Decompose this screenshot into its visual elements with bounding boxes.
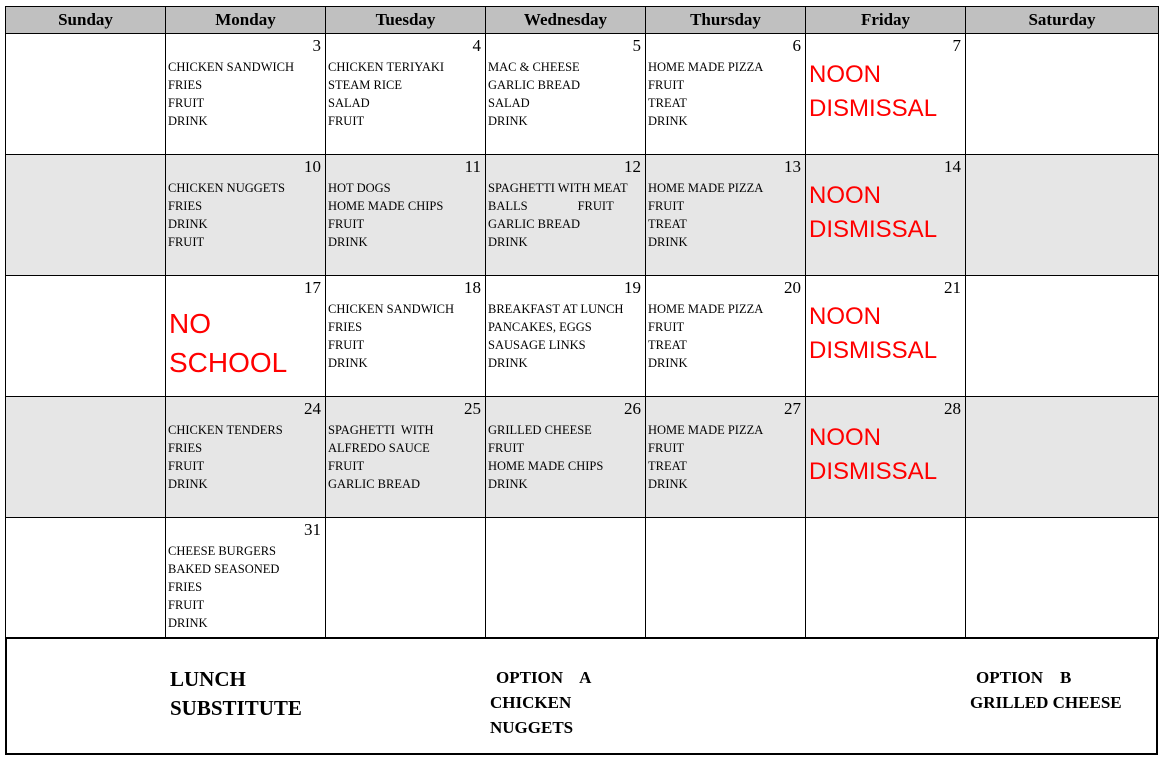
option-b bbox=[970, 665, 1122, 715]
menu-item: FRIES bbox=[168, 441, 203, 455]
notice-line: NOON bbox=[809, 182, 881, 209]
day-cell-friday bbox=[806, 34, 966, 155]
menu-item: DRINK bbox=[488, 356, 528, 370]
day-cell-tuesday bbox=[326, 397, 486, 518]
menu-item: FRUIT bbox=[648, 78, 685, 92]
header-saturday: Saturday bbox=[966, 7, 1159, 34]
week-row bbox=[6, 518, 1159, 639]
notice-line: DISMISSAL bbox=[809, 95, 938, 122]
menu-item: FRIES bbox=[168, 199, 203, 213]
menu-item: FRUIT bbox=[328, 114, 365, 128]
day-cell-sunday bbox=[6, 276, 166, 397]
day-cell-saturday bbox=[966, 397, 1159, 518]
menu-item: SPAGHETTI WITH MEAT bbox=[488, 181, 628, 195]
menu-item: BALLS FRUIT bbox=[488, 199, 614, 213]
menu-item: BREAKFAST AT LUNCH bbox=[488, 302, 624, 316]
menu-items bbox=[648, 179, 803, 251]
menu-item: FRUIT bbox=[648, 320, 685, 334]
menu-item: FRUIT bbox=[648, 199, 685, 213]
day-number: 24 bbox=[304, 399, 321, 418]
day-cell-monday bbox=[166, 155, 326, 276]
menu-item: DRINK bbox=[168, 616, 208, 630]
menu-items bbox=[488, 300, 643, 372]
menu-item: HOME MADE PIZZA bbox=[648, 423, 764, 437]
day-cell-friday bbox=[806, 518, 966, 639]
week-row bbox=[6, 276, 1159, 397]
day-cell-friday bbox=[806, 397, 966, 518]
menu-items bbox=[328, 58, 483, 130]
menu-item: CHEESE BURGERS bbox=[168, 544, 277, 558]
no-school-notice bbox=[169, 304, 287, 382]
menu-item: DRINK bbox=[168, 477, 208, 491]
menu-item: FRUIT bbox=[488, 441, 525, 455]
day-number: 3 bbox=[312, 36, 321, 55]
day-cell-sunday bbox=[6, 518, 166, 639]
week-row bbox=[6, 155, 1159, 276]
menu-item: FRUIT bbox=[168, 96, 205, 110]
menu-item: GARLIC BREAD bbox=[328, 477, 421, 491]
day-cell-thursday bbox=[646, 276, 806, 397]
option-a-title: OPTION A bbox=[496, 668, 592, 687]
option-a bbox=[490, 665, 591, 740]
menu-item: GRILLED CHEESE bbox=[488, 423, 592, 437]
menu-item: TREAT bbox=[648, 217, 687, 231]
menu-item: GARLIC BREAD bbox=[488, 78, 581, 92]
day-cell-sunday bbox=[6, 155, 166, 276]
menu-item: FRIES bbox=[328, 320, 363, 334]
day-cell-wednesday bbox=[486, 518, 646, 639]
menu-item: STEAM RICE bbox=[328, 78, 402, 92]
day-cell-wednesday bbox=[486, 155, 646, 276]
notice-line: NOON bbox=[809, 61, 881, 88]
header-wednesday: Wednesday bbox=[486, 7, 646, 34]
menu-item: CHICKEN TENDERS bbox=[168, 423, 283, 437]
menu-item: DRINK bbox=[648, 356, 688, 370]
menu-items bbox=[328, 179, 483, 251]
day-number: 27 bbox=[784, 399, 801, 418]
menu-item: HOME MADE CHIPS bbox=[328, 199, 444, 213]
menu-item: SAUSAGE LINKS bbox=[488, 338, 586, 352]
menu-item: SALAD bbox=[328, 96, 370, 110]
day-cell-tuesday bbox=[326, 34, 486, 155]
day-cell-tuesday bbox=[326, 518, 486, 639]
day-cell-thursday bbox=[646, 34, 806, 155]
menu-item: DRINK bbox=[488, 477, 528, 491]
menu-item: FRUIT bbox=[328, 338, 365, 352]
menu-item: FRIES bbox=[168, 78, 203, 92]
menu-item: FRIES bbox=[168, 580, 203, 594]
day-cell-thursday bbox=[646, 155, 806, 276]
day-cell-sunday bbox=[6, 397, 166, 518]
menu-items bbox=[648, 421, 803, 493]
menu-item: CHICKEN TERIYAKI bbox=[328, 60, 445, 74]
day-number: 12 bbox=[624, 157, 641, 176]
day-cell-friday bbox=[806, 155, 966, 276]
header-thursday: Thursday bbox=[646, 7, 806, 34]
option-b-title: OPTION B bbox=[976, 668, 1072, 687]
day-cell-friday bbox=[806, 276, 966, 397]
day-cell-monday bbox=[166, 34, 326, 155]
noon-dismissal-notice bbox=[809, 179, 937, 247]
menu-item: MAC & CHEESE bbox=[488, 60, 580, 74]
day-number: 4 bbox=[472, 36, 481, 55]
header-monday: Monday bbox=[166, 7, 326, 34]
menu-item: HOT DOGS bbox=[328, 181, 391, 195]
week-row bbox=[6, 34, 1159, 155]
day-number: 14 bbox=[944, 157, 961, 176]
menu-item: CHICKEN SANDWICH bbox=[328, 302, 455, 316]
option-b-line1: GRILLED CHEESE bbox=[970, 693, 1122, 712]
day-number: 6 bbox=[792, 36, 801, 55]
notice-line: DISMISSAL bbox=[809, 458, 938, 485]
header-friday: Friday bbox=[806, 7, 966, 34]
option-a-line1: CHICKEN bbox=[490, 693, 572, 712]
menu-item: DRINK bbox=[488, 235, 528, 249]
option-a-line2: NUGGETS bbox=[490, 718, 574, 737]
menu-item: CHICKEN SANDWICH bbox=[168, 60, 295, 74]
day-number: 19 bbox=[624, 278, 641, 297]
menu-item: BAKED SEASONED bbox=[168, 562, 280, 576]
notice-line: NOON bbox=[809, 424, 881, 451]
day-cell-thursday bbox=[646, 518, 806, 639]
day-cell-monday bbox=[166, 518, 326, 639]
menu-item: ALFREDO SAUCE bbox=[328, 441, 430, 455]
menu-item: HOME MADE PIZZA bbox=[648, 60, 764, 74]
menu-items bbox=[488, 179, 643, 251]
menu-item: DRINK bbox=[328, 235, 368, 249]
menu-item: HOME MADE PIZZA bbox=[648, 302, 764, 316]
menu-item: DRINK bbox=[168, 114, 208, 128]
day-cell-monday bbox=[166, 397, 326, 518]
day-number: 25 bbox=[464, 399, 481, 418]
day-cell-wednesday bbox=[486, 276, 646, 397]
menu-items bbox=[328, 421, 483, 493]
day-cell-saturday bbox=[966, 34, 1159, 155]
menu-items bbox=[648, 300, 803, 372]
noon-dismissal-notice bbox=[809, 58, 937, 126]
day-number: 20 bbox=[784, 278, 801, 297]
day-cell-sunday bbox=[6, 34, 166, 155]
day-cell-saturday bbox=[966, 155, 1159, 276]
menu-item: HOME MADE CHIPS bbox=[488, 459, 604, 473]
menu-item: TREAT bbox=[648, 338, 687, 352]
day-cell-wednesday bbox=[486, 34, 646, 155]
notice-line: NO bbox=[169, 308, 211, 339]
day-number: 7 bbox=[952, 36, 961, 55]
day-number: 5 bbox=[632, 36, 641, 55]
menu-item: CHICKEN NUGGETS bbox=[168, 181, 286, 195]
day-cell-monday bbox=[166, 276, 326, 397]
menu-items bbox=[168, 421, 323, 493]
lunch-menu-calendar bbox=[5, 6, 1159, 639]
menu-item: FRUIT bbox=[328, 217, 365, 231]
day-cell-saturday bbox=[966, 518, 1159, 639]
day-cell-thursday bbox=[646, 397, 806, 518]
day-cell-tuesday bbox=[326, 276, 486, 397]
day-cell-tuesday bbox=[326, 155, 486, 276]
menu-items bbox=[648, 58, 803, 130]
menu-item: FRUIT bbox=[168, 459, 205, 473]
menu-item: DRINK bbox=[488, 114, 528, 128]
week-row bbox=[6, 397, 1159, 518]
day-cell-saturday bbox=[966, 276, 1159, 397]
noon-dismissal-notice bbox=[809, 421, 937, 489]
day-number: 17 bbox=[304, 278, 321, 297]
menu-item: DRINK bbox=[648, 114, 688, 128]
day-cell-wednesday bbox=[486, 397, 646, 518]
menu-items bbox=[328, 300, 483, 372]
menu-items bbox=[168, 542, 323, 632]
day-number: 31 bbox=[304, 520, 321, 539]
menu-item: GARLIC BREAD bbox=[488, 217, 581, 231]
menu-item: FRUIT bbox=[168, 235, 205, 249]
menu-item: TREAT bbox=[648, 459, 687, 473]
weekday-header-row bbox=[6, 7, 1159, 34]
day-number: 11 bbox=[464, 157, 481, 176]
day-number: 26 bbox=[624, 399, 641, 418]
lunch-substitute-panel bbox=[5, 637, 1158, 755]
menu-items bbox=[168, 179, 323, 251]
menu-items bbox=[168, 58, 323, 130]
day-number: 21 bbox=[944, 278, 961, 297]
menu-items bbox=[488, 58, 643, 130]
notice-line: SCHOOL bbox=[169, 347, 288, 378]
noon-dismissal-notice bbox=[809, 300, 937, 368]
header-sunday: Sunday bbox=[6, 7, 166, 34]
notice-line: NOON bbox=[809, 303, 881, 330]
menu-item: DRINK bbox=[648, 235, 688, 249]
lunch-substitute-label: LUNCH SUBSTITUTE bbox=[170, 667, 302, 720]
menu-item: DRINK bbox=[168, 217, 208, 231]
notice-line: DISMISSAL bbox=[809, 216, 938, 243]
day-number: 18 bbox=[464, 278, 481, 297]
menu-item: DRINK bbox=[648, 477, 688, 491]
day-number: 13 bbox=[784, 157, 801, 176]
day-number: 28 bbox=[944, 399, 961, 418]
menu-item: DRINK bbox=[328, 356, 368, 370]
menu-item: FRUIT bbox=[168, 598, 205, 612]
day-number: 10 bbox=[304, 157, 321, 176]
menu-item: FRUIT bbox=[328, 459, 365, 473]
menu-item: SPAGHETTI WITH bbox=[328, 423, 434, 437]
menu-item: SALAD bbox=[488, 96, 530, 110]
menu-items bbox=[488, 421, 643, 493]
header-tuesday: Tuesday bbox=[326, 7, 486, 34]
menu-item: PANCAKES, EGGS bbox=[488, 320, 592, 334]
menu-item: HOME MADE PIZZA bbox=[648, 181, 764, 195]
menu-item: TREAT bbox=[648, 96, 687, 110]
notice-line: DISMISSAL bbox=[809, 337, 938, 364]
menu-item: FRUIT bbox=[648, 441, 685, 455]
